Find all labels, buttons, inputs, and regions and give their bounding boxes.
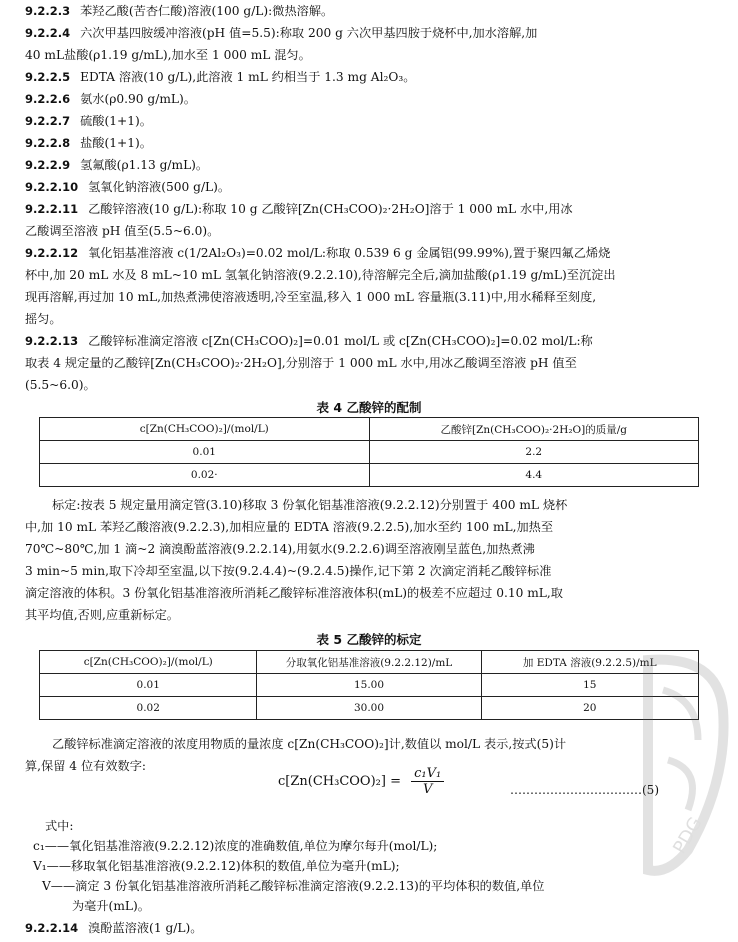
item-9-2-2-11: 9.2.2.11 乙酸锌溶液(10 g/L):称取 10 g 乙酸锌[Zn(CH₃COO)₂·2H₂O]溶于 1 000 mL 水中,用冰 [25,202,573,216]
table-header-cell: 分取氧化铝基准溶液(9.2.2.12)/mL [257,651,481,674]
paragraph-line: 3 min~5 min,取下冷却至室温,以下按(9.2.4.4)~(9.2.4.5)操作,记下第 2 次滴定消耗乙酸锌标准 [25,564,552,578]
definition-c1: c₁——氧化铝基准溶液(9.2.2.12)浓度的准确数值,单位为摩尔每升(mol/L); [33,839,438,853]
table-header-cell: 加 EDTA 溶液(9.2.2.5)/mL [481,651,698,674]
item-9-2-2-13-cont1: 取表 4 规定量的乙酸锌[Zn(CH₃COO)₂·2H₂O],分别溶于 1 000 mL 水中,用冰乙酸调至溶液 pH 值至 [25,356,577,370]
table-row [40,441,699,464]
paragraph-line: 乙酸锌标准滴定溶液的浓度用物质的量浓度 c[Zn(CH₃COO)₂]计,数值以 mol/L 表示,按式(5)计 [52,737,567,751]
item-9-2-2-9: 9.2.2.9 氢氟酸(ρ1.13 g/mL)。 [25,158,209,172]
item-9-2-2-4: 9.2.2.4 六次甲基四胺缓冲溶液(pH 值=5.5):称取 200 g 六次甲基四胺于烧杯中,加水溶解,加 [25,26,538,40]
table-row [40,697,699,720]
item-9-2-2-7: 9.2.2.7 硫酸(1+1)。 [25,114,152,128]
table-header-cell: c[Zn(CH₃COO)₂]/(mol/L) [40,651,257,674]
item-9-2-2-6: 9.2.2.6 氨水(ρ0.90 g/mL)。 [25,92,196,106]
table-cell: 2.2 [369,441,699,464]
item-9-2-2-5: 9.2.2.5 EDTA 溶液(10 g/L),此溶液 1 mL 约相当于 1.3 mg Al₂O₃。 [25,70,416,84]
table-header-cell: c[Zn(CH₃COO)₂]/(mol/L) [40,418,370,441]
formula-5 [278,766,444,797]
table-cell: 0.01 [40,674,257,697]
table-cell: 30.00 [257,697,481,720]
table-cell: 15.00 [257,674,481,697]
item-9-2-2-8: 9.2.2.8 盐酸(1+1)。 [25,136,152,150]
where-label: 式中: [45,819,74,833]
item-9-2-2-13-cont2: (5.5~6.0)。 [25,378,96,392]
watermark-text: PDG [669,813,707,858]
paragraph-line: 标定:按表 5 规定量用滴定管(3.10)移取 3 份氧化铝基准溶液(9.2.2.12)分别置于 400 mL 烧杯 [52,498,568,512]
paragraph-line: 算,保留 4 位有效数字: [25,759,146,773]
table-row [40,464,699,487]
table5-caption: 表 5 乙酸锌的标定 [316,632,422,647]
item-9-2-2-12-cont3: 摇匀。 [25,312,62,326]
paragraph-line: 70℃~80℃,加 1 滴~2 滴溴酚蓝溶液(9.2.2.14),用氨水(9.2.2.6)调至溶液刚呈蓝色,加热煮沸 [25,542,535,556]
table-cell: 20 [481,697,698,720]
table-cell: 15 [481,674,698,697]
formula-lhs: c[Zn(CH₃COO)₂] = [278,774,401,789]
equation-number: ……………………………(5) [510,783,659,797]
table-header-row [40,418,699,441]
table-cell: 0.01 [40,441,370,464]
definition-v1: V₁——移取氧化铝基准溶液(9.2.2.12)体积的数值,单位为毫升(mL); [33,859,400,873]
table4 [39,417,699,487]
formula-denominator: V [422,782,433,797]
item-9-2-2-12: 9.2.2.12 氧化铝基准溶液 c(1/2Al₂O₃)=0.02 mol/L:称取 0.539 6 g 金属铝(99.99%),置于聚四氟乙烯烧 [25,246,611,260]
watermark-seal [628,650,738,880]
formula-numerator: c₁V₁ [411,766,444,782]
table-cell: 4.4 [369,464,699,487]
definition-v: V——滴定 3 份氧化铝基准溶液所消耗乙酸锌标准滴定溶液(9.2.2.13)的平均体积的数值,单位 [42,879,545,893]
paragraph-line: 中,加 10 mL 苯羟乙酸溶液(9.2.2.3),加相应量的 EDTA 溶液(9.2.2.5),加水至约 100 mL,加热至 [25,520,554,534]
paragraph-line: 其平均值,否则,应重新标定。 [25,608,179,622]
table-row [40,674,699,697]
paragraph-line: 滴定溶液的体积。3 份氧化铝基准溶液所消耗乙酸锌标准溶液体积(mL)的极差不应超过 0.10 mL,取 [25,586,563,600]
table-header-row [40,651,699,674]
item-9-2-2-4-cont: 40 mL盐酸(ρ1.19 g/mL),加水至 1 000 mL 混匀。 [25,48,311,62]
item-9-2-2-14: 9.2.2.14 溴酚蓝溶液(1 g/L)。 [25,921,203,935]
table-cell: 0.02 [40,697,257,720]
table-cell: 0.02· [40,464,370,487]
definition-v-cont: 为毫升(mL)。 [72,899,150,913]
formula-fraction [411,766,444,797]
item-9-2-2-12-cont2: 现再溶解,再过加 10 mL,加热煮沸使溶液透明,冷至室温,移入 1 000 mL 容量瓶(3.11)中,用水稀释至刻度, [25,290,597,304]
item-9-2-2-10: 9.2.2.10 氢氧化钠溶液(500 g/L)。 [25,180,231,194]
item-9-2-2-11-cont: 乙酸调至溶液 pH 值至(5.5~6.0)。 [25,224,220,238]
table5 [39,650,699,720]
table-header-cell: 乙酸锌[Zn(CH₃COO)₂·2H₂O]的质量/g [369,418,699,441]
item-9-2-2-12-cont1: 杯中,加 20 mL 水及 8 mL~10 mL 氢氧化钠溶液(9.2.2.10),待溶解完全后,滴加盐酸(ρ1.19 g/mL)至沉淀出 [25,268,616,282]
item-9-2-2-3: 9.2.2.3 苯羟乙酸(苦杏仁酸)溶液(100 g/L):微热溶解。 [25,4,334,18]
item-9-2-2-13: 9.2.2.13 乙酸锌标准滴定溶液 c[Zn(CH₃COO)₂]=0.01 mol/L 或 c[Zn(CH₃COO)₂]=0.02 mol/L:称 [25,334,593,348]
table4-caption: 表 4 乙酸锌的配制 [316,400,422,415]
